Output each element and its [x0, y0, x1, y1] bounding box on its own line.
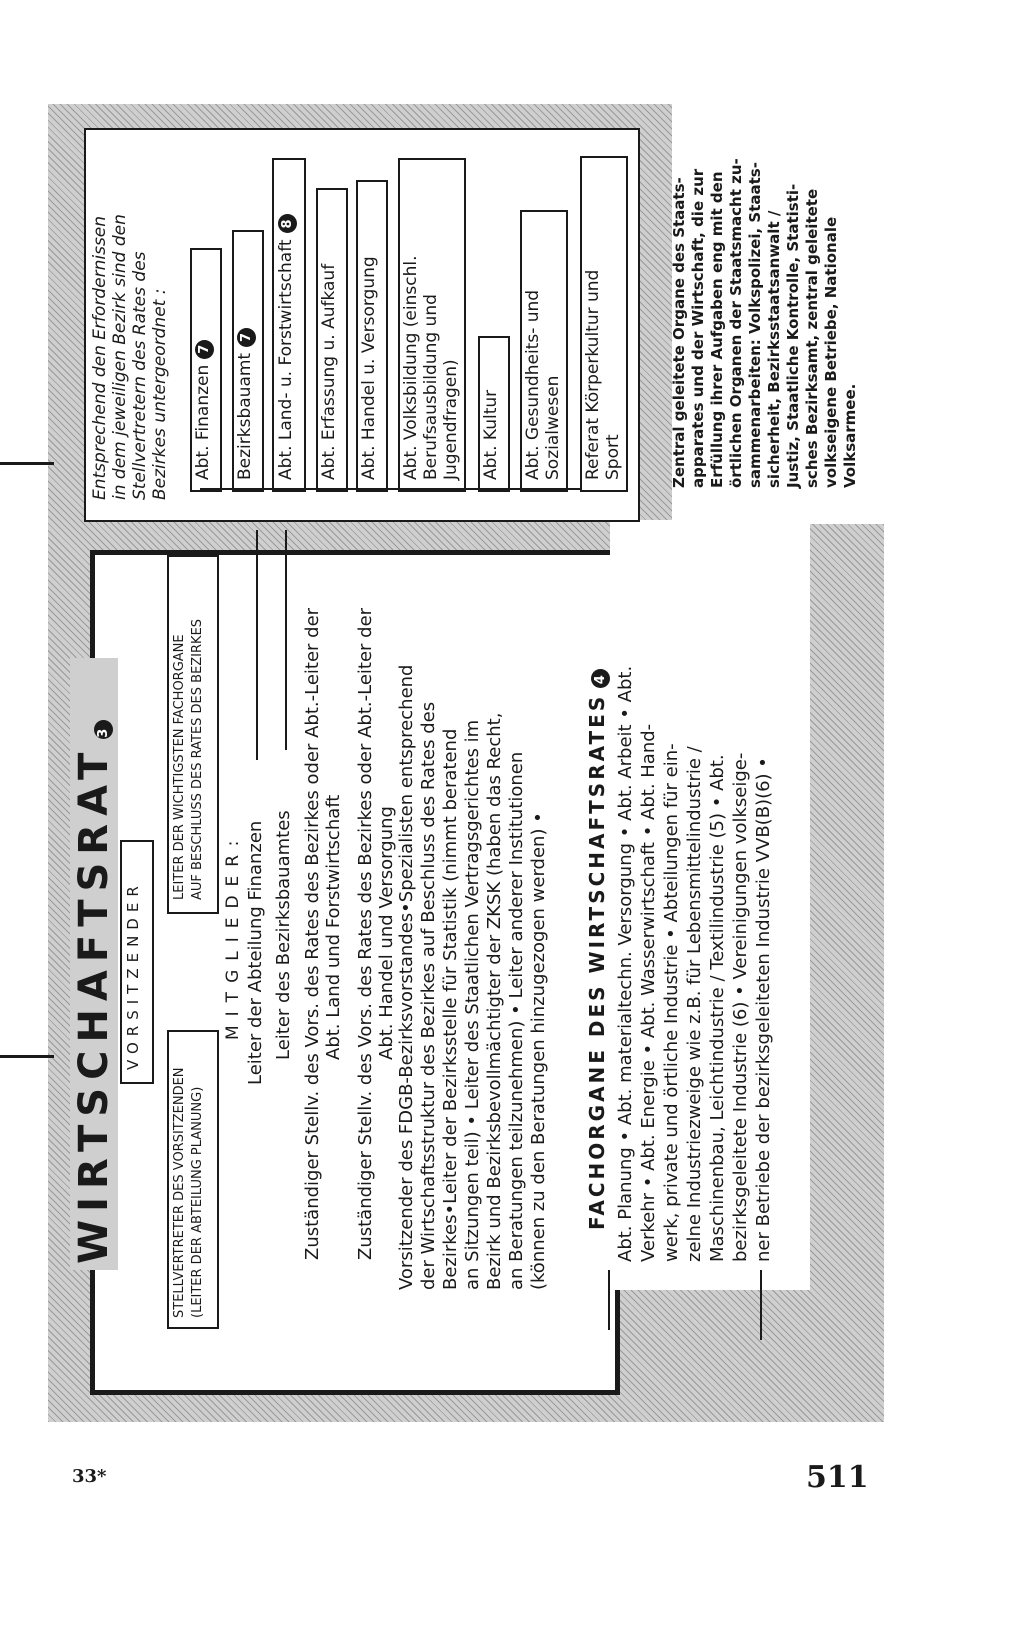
fachorgane-line-1: Abt. Planung • Abt. materialtechn. Versorgung • Abt. Arbeit • Abt. — [615, 665, 636, 1262]
subordinate-item-5: Abt. Handel u. Versorgung — [359, 256, 379, 480]
member-6: Abt. Handel und Versorgung — [376, 806, 397, 1060]
side-note-5: sammenarbeiten: Volkspolizei, Staats- — [746, 162, 764, 488]
subordinate-item-7: Abt. Kultur — [481, 389, 501, 480]
side-note-10: Volksarmee. — [841, 383, 859, 488]
member-1: Leiter der Abteilung Finanzen — [245, 820, 266, 1085]
fachorgane-line-2: Verkehr • Abt. Energie • Abt. Wasserwirtschaft • Abt. Hand- — [638, 723, 659, 1262]
stellvertreter-line-2: (LEITER DER ABTEILUNG PLANUNG) — [190, 1086, 205, 1318]
side-note-9: volkseigene Betriebe, Nationale — [822, 216, 840, 488]
subordinate-item-3-label: Abt. Land- u. Forstwirtschaft — [276, 239, 296, 480]
side-note-1: Zentral geleitete Organe des Staats- — [670, 177, 688, 488]
subordinate-item-4: Abt. Erfassung u. Aufkauf — [319, 263, 339, 480]
member-4: Abt. Land und Forstwirtschaft — [323, 794, 344, 1060]
fachorgane-line-5: Maschinenbau, Leichtindustrie / Textilindustrie (5) • Abt. — [707, 754, 728, 1262]
fachorgane-bracket — [760, 1270, 762, 1340]
paragraph-3: Bezirkes•Leiter der Bezirksstelle für Statistik (nimmt beratend — [440, 728, 461, 1290]
member-5: Zuständiger Stellv. des Vors. des Rates des Bezirkes oder Abt.-Leiter der — [355, 607, 376, 1260]
subordinate-item-3-badge: 8 — [278, 214, 297, 233]
side-note-8: sches Bezirksamt, zentral geleitete — [803, 188, 821, 488]
footer-left: 33* — [72, 1466, 107, 1487]
paragraph-6: an Beratungen teilzunehmen) • Leiter anderer Institutionen — [506, 751, 527, 1290]
side-note-6: sicherheit, Bezirksstaatsanwalt / — [765, 210, 783, 488]
fachorgane-line-4: zelne Industriezweige wie z.B. für Lebensmittelindustrie / — [684, 746, 705, 1262]
leiter-fachorgane-line-2: AUF BESCHLUSS DES RATES DES BEZIRKES — [190, 618, 205, 900]
subordinate-item-6-line-3: Jugendfragen) — [441, 359, 461, 480]
page-number: 511 — [806, 1460, 869, 1495]
fachorgane-line-6: bezirksgeleitete Industrie (6) • Vereinigungen volkseige- — [730, 752, 751, 1262]
subordinate-connector — [200, 488, 580, 490]
subordinate-item-9-line-1: Referat Körperkultur und — [583, 269, 603, 480]
mitglieder-heading: MITGLIEDER: — [223, 831, 243, 1040]
subordinate-item-1-label: Abt. Finanzen — [193, 364, 213, 480]
subordinate-item-3 — [276, 214, 297, 480]
fachorgane-heading-text: FACHORGANE DES WIRTSCHAFTSRATES — [585, 693, 609, 1230]
subordinate-item-2-label: Bezirksbauamt — [235, 352, 255, 480]
fachorgane-badge: 4 — [591, 669, 610, 688]
fachorgane-bracket — [608, 1270, 610, 1330]
subordinate-item-6-line-2: Berufsausbildung und — [421, 294, 441, 480]
subordinate-heading-2: in dem jeweiligen Bezirk sind den — [110, 214, 130, 500]
subordinate-item-8-line-2: Sozialwesen — [543, 375, 563, 480]
main-title — [70, 658, 118, 1270]
fachorgane-line-7: ner Betriebe der bezirksgeleiteten Industrie VVB(B)(6) • — [753, 757, 774, 1262]
connector-line — [0, 462, 54, 465]
member-3: Zuständiger Stellv. des Vors. des Rates des Bezirkes oder Abt.-Leiter der — [302, 607, 323, 1260]
paragraph-1: Vorsitzender des FDGB-Bezirksvorstandes•Spezialisten entsprechend — [396, 664, 417, 1290]
stellvertreter-line-1: STELLVERTRETER DES VORSITZENDEN — [172, 1067, 187, 1318]
paragraph-5: Bezirk und Bezirksbevollmächtigter der ZKSK (haben das Recht, — [484, 712, 505, 1290]
subordinate-item-2-badge: 7 — [237, 328, 256, 347]
main-title-text: WIRTSCHAFTSRAT — [71, 744, 117, 1264]
subordinate-item-6-line-1: Abt. Volksbildung (einschl. — [401, 255, 421, 480]
fachorgane-heading — [585, 669, 610, 1230]
subordinate-heading-3: Stellvertretern des Rates des — [130, 251, 150, 500]
side-note-7: Justiz, Staatliche Kontrolle, Statisti- — [784, 183, 802, 488]
fachorgane-line-3: werk, private und örtliche Industrie • Abteilungen für ein- — [661, 743, 682, 1262]
title-badge: 3 — [96, 720, 111, 738]
side-note-2: apparates und der Wirtschaft, die zur — [689, 168, 707, 488]
side-note-4: örtlichen Organen der Staatsmacht zu- — [727, 158, 745, 488]
subordinate-item-2 — [235, 328, 256, 480]
connector-line — [0, 1055, 54, 1058]
paragraph-4: an Sitzungen teil) • Leiter des Staatlichen Vertragsgerichtes im — [462, 719, 483, 1290]
member-line — [256, 530, 258, 760]
vorsitzender: VORSITZENDER — [124, 880, 142, 1070]
side-note-3: Erfüllung ihrer Aufgaben eng mit den — [708, 171, 726, 488]
subordinate-item-9-line-2: Sport — [603, 434, 623, 480]
subordinate-item-8-line-1: Abt. Gesundheits- und — [523, 289, 543, 480]
subordinate-item-1 — [193, 340, 214, 480]
paragraph-7: (können zu den Beratungen hinzugezogen werden) • — [528, 812, 549, 1290]
member-line — [285, 530, 287, 750]
subordinate-item-1-badge: 7 — [195, 340, 214, 359]
paragraph-2: der Wirtschaftsstruktur des Bezirkes auf Beschluss des Rates des — [418, 701, 439, 1290]
leiter-fachorgane-line-1: LEITER DER WICHTIGSTEN FACHORGANE — [172, 634, 187, 900]
subordinate-heading-4: Bezirkes untergeordnet : — [150, 288, 170, 500]
member-2: Leiter des Bezirksbauamtes — [273, 810, 294, 1060]
subordinate-heading-1: Entsprechend den Erfordernissen — [90, 215, 110, 500]
